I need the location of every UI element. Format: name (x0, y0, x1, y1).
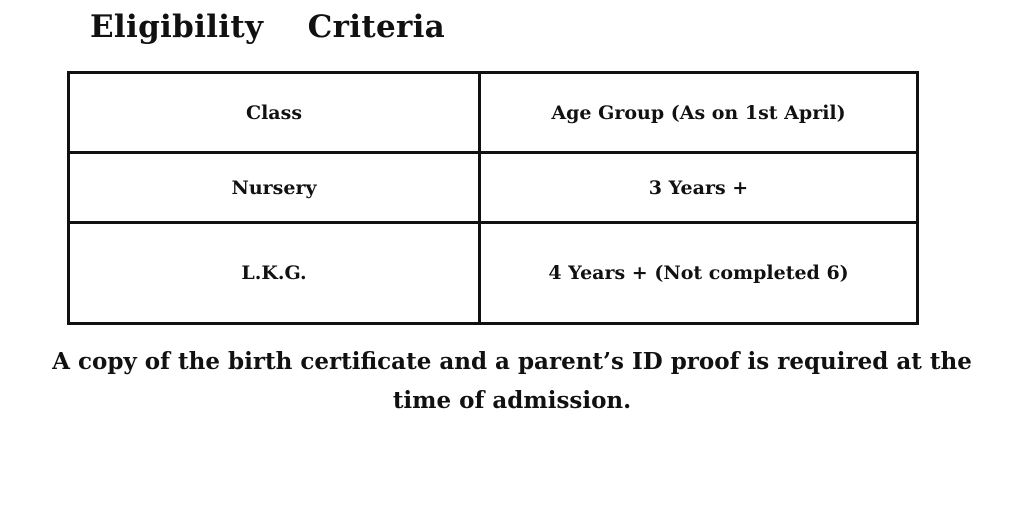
cell-class: L.K.G. (69, 223, 480, 324)
header-age-group: Age Group (As on 1st April) (480, 73, 918, 153)
eligibility-table (67, 71, 919, 325)
cell-class: Nursery (69, 153, 480, 223)
cell-age-group: 4 Years + (Not completed 6) (480, 223, 918, 324)
table-header-row (69, 73, 918, 153)
header-class: Class (69, 73, 480, 153)
table-row (69, 223, 918, 324)
page-title: Eligibility Criteria (90, 9, 446, 45)
cell-age-group: 3 Years + (480, 153, 918, 223)
table-row (69, 153, 918, 223)
admission-note: A copy of the birth certificate and a parent’s ID proof is required at the time of admission. (52, 348, 972, 414)
